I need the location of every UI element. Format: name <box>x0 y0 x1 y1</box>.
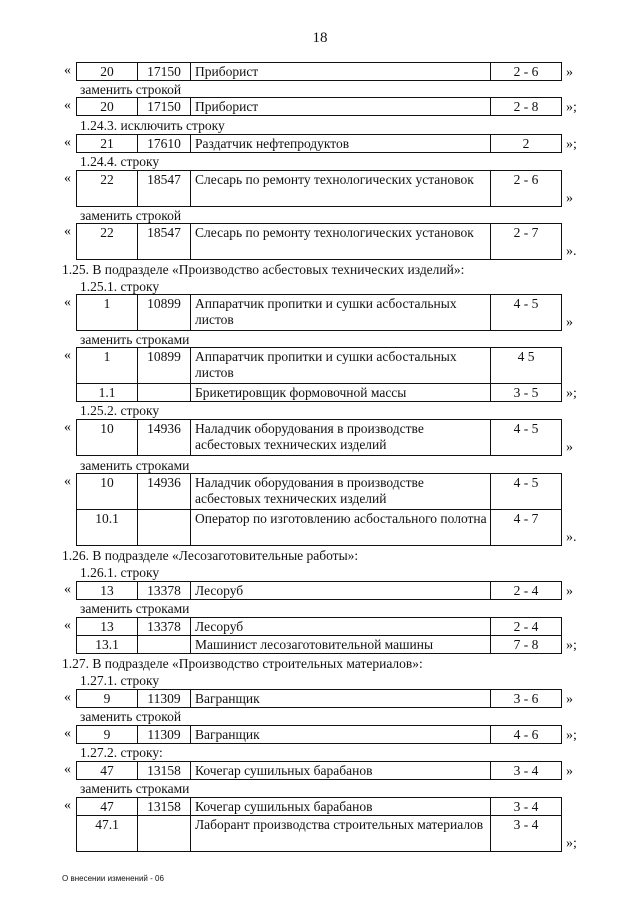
grade-cell: 2 - 6 <box>513 64 539 79</box>
code-cell <box>138 510 191 545</box>
code-cell: 11309 <box>138 690 191 707</box>
grade-cell: 7 - 8 <box>513 637 539 652</box>
open-quote: « <box>64 798 71 813</box>
profession-cell: Слесарь по ремонту технологических установок <box>191 224 491 259</box>
row-number-cell: 9 <box>77 690 138 707</box>
row-number-cell: 10.1 <box>77 510 138 545</box>
grade-cell: 2 <box>522 136 530 151</box>
row-number-cell: 20 <box>77 98 138 115</box>
table-row <box>76 797 562 816</box>
grade-cell: 4 - 7 <box>513 511 539 526</box>
row-number-cell: 22 <box>77 171 138 206</box>
table-row <box>76 383 562 402</box>
close-quote: » <box>566 692 573 707</box>
table-row <box>76 473 562 510</box>
profession-cell: Лесоруб <box>191 618 491 635</box>
grade-cell: 4 - 5 <box>513 421 539 436</box>
table-row <box>76 617 562 636</box>
code-cell: 13378 <box>138 618 191 635</box>
close-quote: » <box>566 764 573 779</box>
table-row <box>76 689 562 708</box>
profession-cell: Аппаратчик пропитки и сушки асбостальных листов <box>191 295 491 330</box>
close-quote: » <box>566 315 573 330</box>
open-quote: « <box>64 171 71 186</box>
table-row <box>76 294 562 331</box>
grade-cell: 4 5 <box>517 349 535 364</box>
row-number-cell: 10 <box>77 474 138 509</box>
close-quote: »; <box>566 728 577 743</box>
code-cell: 17610 <box>138 135 191 152</box>
instruction-line: 1.25. В подразделе «Производство асбестовых технических изделий»: <box>62 262 465 277</box>
instruction-line: 1.26.1. строку <box>80 565 160 580</box>
table-row <box>76 635 562 654</box>
page-number: 18 <box>312 30 328 46</box>
code-cell <box>138 384 191 401</box>
table-row <box>76 97 562 116</box>
code-cell: 17150 <box>138 98 191 115</box>
close-quote: » <box>566 584 573 599</box>
row-number-cell: 9 <box>77 726 138 743</box>
row-number-cell: 13.1 <box>77 636 138 653</box>
code-cell: 13378 <box>138 582 191 599</box>
profession-cell: Брикетировщик формовочной массы <box>191 384 491 401</box>
open-quote: « <box>64 63 71 78</box>
row-number-cell: 47 <box>77 762 138 779</box>
table-row <box>76 761 562 780</box>
code-cell: 13158 <box>138 798 191 815</box>
profession-cell: Наладчик оборудования в производстве асбестовых технических изделий <box>191 474 491 509</box>
profession-cell: Аппаратчик пропитки и сушки асбостальных листов <box>191 348 491 383</box>
code-cell: 18547 <box>138 224 191 259</box>
close-quote: »; <box>566 638 577 653</box>
table-row <box>76 170 562 207</box>
close-quote: »; <box>566 100 577 115</box>
code-cell: 10899 <box>138 348 191 383</box>
code-cell: 14936 <box>138 420 191 455</box>
row-number-cell: 47.1 <box>77 816 138 851</box>
footer-note: О внесении изменений - 06 <box>62 874 164 883</box>
profession-cell: Вагранщик <box>191 690 491 707</box>
instruction-line: заменить строкой <box>80 709 182 724</box>
instruction-line: заменить строками <box>80 601 190 616</box>
open-quote: « <box>64 348 71 363</box>
code-cell: 18547 <box>138 171 191 206</box>
profession-cell: Вагранщик <box>191 726 491 743</box>
grade-cell: 3 - 6 <box>513 691 539 706</box>
close-quote: »; <box>566 386 577 401</box>
profession-cell: Слесарь по ремонту технологических установок <box>191 171 491 206</box>
row-number-cell: 1 <box>77 295 138 330</box>
table-row <box>76 347 562 384</box>
close-quote: » <box>566 440 573 455</box>
instruction-line: заменить строкой <box>80 208 182 223</box>
grade-cell: 4 - 5 <box>513 475 539 490</box>
instruction-line: 1.24.4. строку <box>80 154 160 169</box>
open-quote: « <box>64 224 71 239</box>
open-quote: « <box>64 420 71 435</box>
code-cell: 11309 <box>138 726 191 743</box>
open-quote: « <box>64 135 71 150</box>
open-quote: « <box>64 690 71 705</box>
instruction-line: 1.27. В подразделе «Производство строительных материалов»: <box>62 656 423 671</box>
instruction-line: 1.27.2. строку: <box>80 745 163 760</box>
table-row <box>76 223 562 260</box>
grade-cell: 2 - 8 <box>513 99 539 114</box>
close-quote: ». <box>566 530 577 545</box>
grade-cell: 3 - 4 <box>513 763 539 778</box>
table-row <box>76 134 562 153</box>
instruction-line: 1.24.3. исключить строку <box>80 118 225 133</box>
row-number-cell: 21 <box>77 135 138 152</box>
open-quote: « <box>64 474 71 489</box>
instruction-line: 1.25.1. строку <box>80 279 160 294</box>
grade-cell: 4 - 5 <box>513 296 539 311</box>
profession-cell: Приборист <box>191 63 491 80</box>
open-quote: « <box>64 582 71 597</box>
profession-cell: Машинист лесозаготовительной машины <box>191 636 491 653</box>
close-quote: » <box>566 191 573 206</box>
open-quote: « <box>64 726 71 741</box>
row-number-cell: 1 <box>77 348 138 383</box>
row-number-cell: 13 <box>77 582 138 599</box>
close-quote: » <box>566 65 573 80</box>
grade-cell: 2 - 7 <box>513 225 539 240</box>
table-row <box>76 725 562 744</box>
profession-cell: Кочегар сушильных барабанов <box>191 762 491 779</box>
grade-cell: 3 - 4 <box>513 817 539 832</box>
open-quote: « <box>64 295 71 310</box>
grade-cell: 3 - 5 <box>513 385 539 400</box>
open-quote: « <box>64 762 71 777</box>
close-quote: ». <box>566 244 577 259</box>
open-quote: « <box>64 618 71 633</box>
instruction-line: 1.25.2. строку <box>80 403 160 418</box>
profession-cell: Наладчик оборудования в производстве асбестовых технических изделий <box>191 420 491 455</box>
row-number-cell: 1.1 <box>77 384 138 401</box>
code-cell <box>138 636 191 653</box>
instruction-line: заменить строками <box>80 332 190 347</box>
code-cell: 17150 <box>138 63 191 80</box>
close-quote: »; <box>566 137 577 152</box>
grade-cell: 2 - 6 <box>513 172 539 187</box>
row-number-cell: 20 <box>77 63 138 80</box>
profession-cell: Лаборант производства строительных материалов <box>191 816 491 851</box>
row-number-cell: 13 <box>77 618 138 635</box>
grade-cell: 2 - 4 <box>513 583 539 598</box>
code-cell: 13158 <box>138 762 191 779</box>
profession-cell: Приборист <box>191 98 491 115</box>
table-row <box>76 815 562 852</box>
instruction-line: заменить строками <box>80 781 190 796</box>
profession-cell: Лесоруб <box>191 582 491 599</box>
instruction-line: 1.27.1. строку <box>80 673 160 688</box>
table-row <box>76 581 562 600</box>
close-quote: »; <box>566 836 577 851</box>
code-cell: 14936 <box>138 474 191 509</box>
row-number-cell: 22 <box>77 224 138 259</box>
grade-cell: 4 - 6 <box>513 727 539 742</box>
grade-cell: 3 - 4 <box>513 799 539 814</box>
profession-cell: Раздатчик нефтепродуктов <box>191 135 491 152</box>
row-number-cell: 47 <box>77 798 138 815</box>
code-cell: 10899 <box>138 295 191 330</box>
row-number-cell: 10 <box>77 420 138 455</box>
instruction-line: заменить строкой <box>80 82 182 97</box>
open-quote: « <box>64 98 71 113</box>
table-row <box>76 62 562 81</box>
table-row <box>76 509 562 546</box>
code-cell <box>138 816 191 851</box>
table-row <box>76 419 562 456</box>
instruction-line: заменить строками <box>80 458 190 473</box>
profession-cell: Кочегар сушильных барабанов <box>191 798 491 815</box>
grade-cell: 2 - 4 <box>513 619 539 634</box>
instruction-line: 1.26. В подразделе «Лесозаготовительные работы»: <box>62 548 359 563</box>
profession-cell: Оператор по изготовлению асбостального полотна <box>191 510 491 545</box>
